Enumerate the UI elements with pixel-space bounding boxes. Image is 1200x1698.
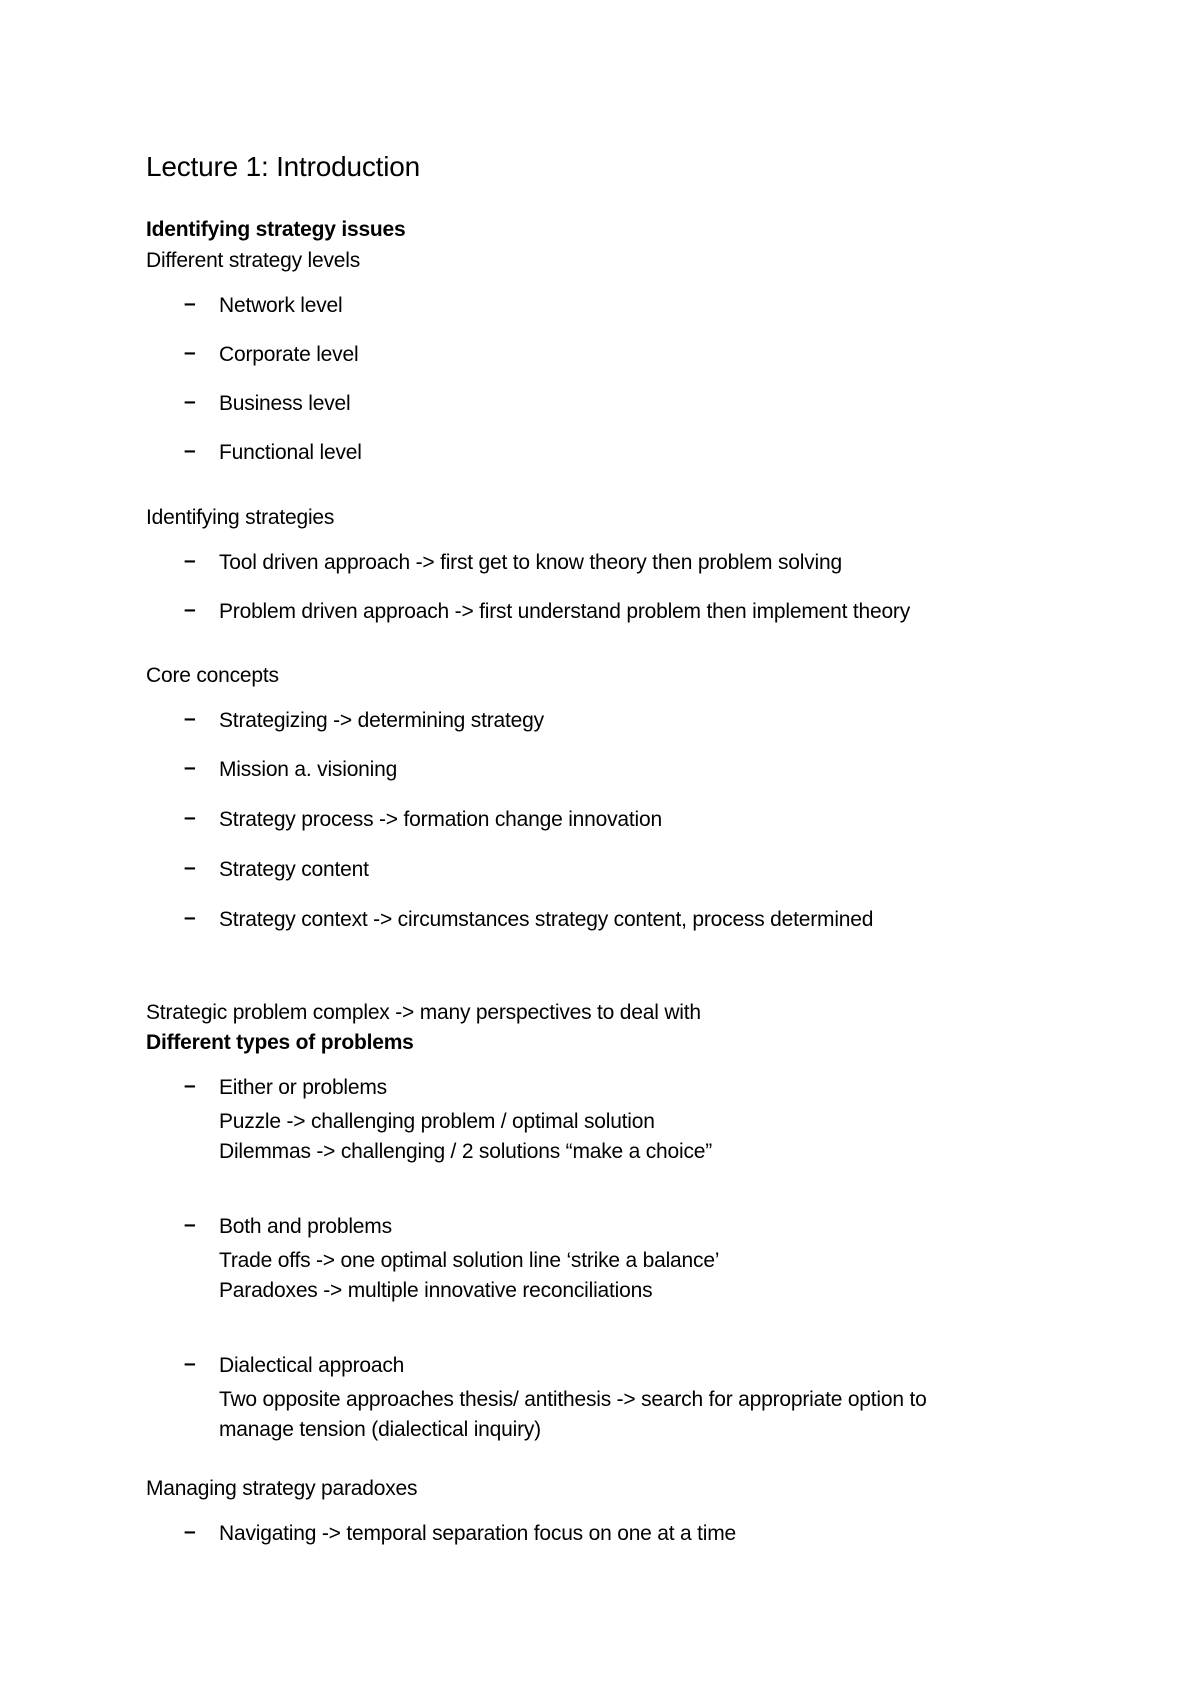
dash-bullet-icon: – bbox=[184, 598, 196, 621]
list-item-detail: Dilemmas -> challenging / 2 solutions “make a choice” bbox=[219, 1140, 713, 1163]
list-item-detail: Trade offs -> one optimal solution line ‘strike a balance’ bbox=[219, 1249, 720, 1272]
section-heading-core-concepts: Core concepts bbox=[146, 664, 279, 687]
dash-bullet-icon: – bbox=[184, 1520, 196, 1543]
list-item-text: Strategy context -> circumstances strategy content, process determined bbox=[219, 908, 874, 931]
list-item-detail: manage tension (dialectical inquiry) bbox=[219, 1418, 541, 1441]
section-heading-managing-paradoxes: Managing strategy paradoxes bbox=[146, 1477, 418, 1500]
list-item-text: Navigating -> temporal separation focus on one at a time bbox=[219, 1522, 737, 1545]
list-item-text: Strategy process -> formation change innovation bbox=[219, 808, 662, 831]
subheading-strategy-levels: Different strategy levels bbox=[146, 249, 361, 272]
list-item-detail: Two opposite approaches thesis/ antithesis -> search for appropriate option to bbox=[219, 1388, 927, 1411]
page-title: Lecture 1: Introduction bbox=[146, 151, 421, 182]
dash-bullet-icon: – bbox=[184, 1352, 196, 1375]
list-item-text: Both and problems bbox=[219, 1215, 392, 1238]
list-item-text: Mission a. visioning bbox=[219, 758, 398, 781]
list-item-text: Either or problems bbox=[219, 1076, 387, 1099]
dash-bullet-icon: – bbox=[184, 707, 196, 730]
section-heading-identifying-strategies: Identifying strategies bbox=[146, 506, 335, 529]
section-heading-strategy-issues: Identifying strategy issues bbox=[146, 218, 406, 241]
dash-bullet-icon: – bbox=[184, 806, 196, 829]
section-heading-problem-types: Different types of problems bbox=[146, 1031, 414, 1054]
dash-bullet-icon: – bbox=[184, 856, 196, 879]
dash-bullet-icon: – bbox=[184, 1074, 196, 1097]
list-item-text: Tool driven approach -> first get to know theory then problem solving bbox=[219, 551, 842, 574]
problem-complex-intro: Strategic problem complex -> many perspectives to deal with bbox=[146, 1001, 701, 1024]
list-item-text: Problem driven approach -> first understand problem then implement theory bbox=[219, 600, 911, 623]
list-item-detail: Puzzle -> challenging problem / optimal solution bbox=[219, 1110, 655, 1133]
dash-bullet-icon: – bbox=[184, 292, 196, 315]
dash-bullet-icon: – bbox=[184, 1213, 196, 1236]
dash-bullet-icon: – bbox=[184, 549, 196, 572]
list-item-text: Dialectical approach bbox=[219, 1354, 405, 1377]
list-item-text: Network level bbox=[219, 294, 343, 317]
list-item-text: Business level bbox=[219, 392, 351, 415]
list-item-text: Functional level bbox=[219, 441, 362, 464]
list-item-detail: Paradoxes -> multiple innovative reconciliations bbox=[219, 1279, 653, 1302]
dash-bullet-icon: – bbox=[184, 390, 196, 413]
list-item-text: Strategizing -> determining strategy bbox=[219, 709, 544, 732]
list-item-text: Corporate level bbox=[219, 343, 359, 366]
dash-bullet-icon: – bbox=[184, 756, 196, 779]
list-item-text: Strategy content bbox=[219, 858, 369, 881]
dash-bullet-icon: – bbox=[184, 906, 196, 929]
dash-bullet-icon: – bbox=[184, 341, 196, 364]
dash-bullet-icon: – bbox=[184, 439, 196, 462]
